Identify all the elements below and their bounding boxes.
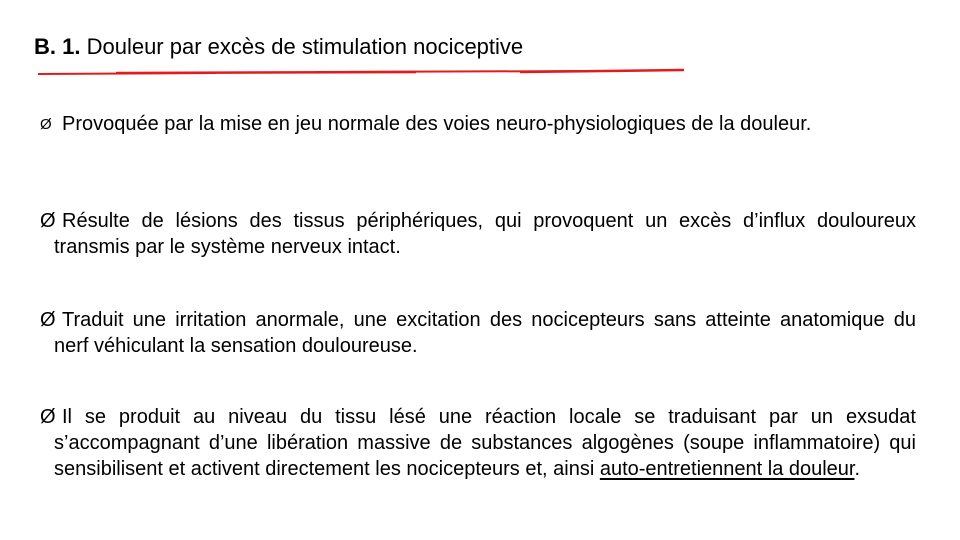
bullet-text-2: Résulte de lésions des tissus périphériques, qui provoquent un excès d’influx douloureux transmis par le système nerveux intact.: [54, 210, 916, 258]
arrow-bullet-icon: Ø: [40, 406, 56, 428]
bullet-item-3: [40, 307, 916, 359]
title-text: Douleur par excès de stimulation nociceptive: [86, 34, 524, 59]
title-number: B. 1.: [34, 34, 81, 59]
bullet-text-4-underlined: auto-entretiennent la douleur: [599, 458, 855, 480]
arrow-bullet-icon: Ø: [40, 116, 52, 133]
bullet-text-3: Traduit une irritation anormale, une excitation des nocicepteurs sans atteinte anatomique du nerf véhiculant la sensation douloureuse.: [54, 309, 916, 357]
title-underline-accent: [36, 64, 686, 78]
bullet-text-1: Provoquée par la mise en jeu normale des voies neuro-physiologiques de la douleur.: [62, 113, 812, 135]
bullet-item-4: [40, 404, 916, 482]
slide-title: [34, 33, 523, 61]
bullet-text-4-end: .: [854, 458, 861, 480]
arrow-bullet-icon: Ø: [40, 309, 56, 331]
bullet-item-1: [40, 111, 916, 137]
bullet-text-4: Il se produit au niveau du tissu lésé une réaction locale se traduisant par un exsudat s’accompagnant d’une libération massive de substances algogènes (soupe inflammatoire) qui sensibilisent et activent directement les nocicepteurs et, ainsi: [54, 406, 916, 480]
arrow-bullet-icon: Ø: [40, 210, 56, 232]
bullet-item-2: [40, 208, 916, 260]
